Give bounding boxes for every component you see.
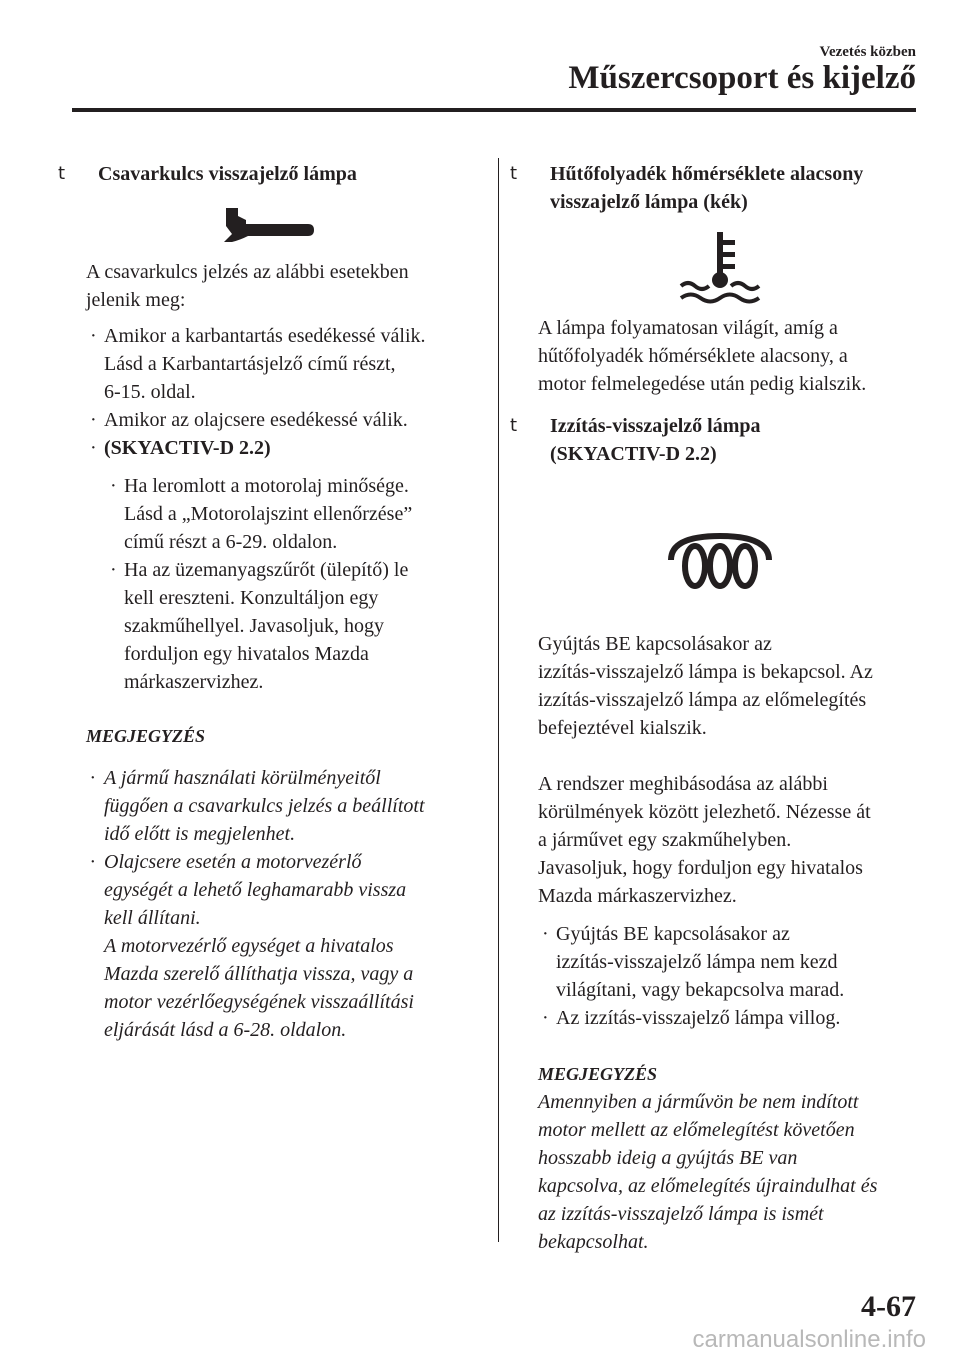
note-heading: MEGJEGYZÉS [86, 726, 206, 746]
watermark: carmanualsonline.info [692, 1326, 926, 1353]
coolant-section-heading: t Hűtőfolyadék hőmérséklete alacsony visszajelző lámpa (kék) [510, 160, 930, 216]
section-marker: t [58, 163, 66, 184]
page-title: Műszercsoport és kijelző [568, 60, 916, 96]
column-divider [498, 158, 499, 1242]
page-number: 4-67 [861, 1290, 916, 1323]
coolant-text: A lámpa folyamatosan világít, amíg a hűtőfolyadék hőmérséklete alacsony, a motor felmelegedése után pedig kialszik. [538, 317, 867, 395]
glow-text-2: A rendszer meghibásodása az alábbi körülmények között jelezhető. Nézesse át a járművet egy szakműhelyben. Javasoljuk, hogy forduljon egy hivatalos Mazda márkaszervizhez. [538, 773, 871, 907]
list-item: · (SKYACTIV-D 2.2) [90, 437, 271, 459]
list-item: · Az izzítás-visszajelző lámpa villog. [542, 1007, 841, 1029]
wrench-section-heading [58, 160, 478, 188]
list-item: · A jármű használati körülményeitől függően a csavarkulcs jelzés a beállított idő előtt is megjelenhet. [90, 767, 425, 845]
wrench-subbullet-list [58, 472, 478, 696]
note-bullet-list [58, 764, 478, 1044]
list-item: · Amikor az olajcsere esedékessé válik. [90, 409, 408, 431]
wrench-intro: A csavarkulcs jelzés az alábbi esetekben jelenik meg: [86, 261, 409, 311]
list-item: · Gyújtás BE kapcsolásakor az izzítás-visszajelző lámpa nem kezd világítani, vagy bekapcsolva marad. [542, 923, 845, 1001]
list-item: · Ha az üzemanyagszűrőt (ülepítő) le kell ereszteni. Konzultáljon egy szakműhellyel. Javasoljuk, hogy forduljon egy hivatalos Mazda márkaszervizhez. [110, 559, 409, 693]
glow-section-heading: t Izzítás-visszajelző lámpa (SKYACTIV-D 2.2) [510, 412, 930, 468]
wrench-heading-text: Csavarkulcs visszajelző lámpa [98, 163, 357, 185]
wrench-bullet-list [58, 322, 478, 462]
note-text: Amennyiben a járművön be nem indított motor mellett az előmelegítést követően hosszabb ideig a gyújtás BE van kapcsolva, az előmelegítés újraindulhat és az izzítás-visszajelző lámpa is ismét bekapcsolhat. [538, 1091, 878, 1253]
coolant-temperature-icon [675, 230, 765, 304]
list-item: · Ha leromlott a motorolaj minősége. Lásd a „Motorolajszint ellenőrzése” című részt a 6-29. oldalon. [110, 475, 413, 553]
header-chapter: Vezetés közben [819, 44, 916, 60]
header-rule [72, 108, 916, 112]
note-heading: MEGJEGYZÉS [538, 1064, 658, 1084]
section-marker: t [510, 163, 518, 184]
glow-plug-icon [665, 530, 775, 590]
list-item: · Olajcsere esetén a motorvezérlő egységét a lehető leghamarabb vissza kell állítani. A motorvezérlő egységet a hivatalos Mazda szerelő állíthatja vissza, vagy a motor vezérlőegységének visszaállítási eljárását lásd a 6-28. oldalon. [90, 851, 414, 1041]
left-column [58, 160, 478, 1044]
wrench-icon [218, 204, 318, 244]
glow-text-1: Gyújtás BE kapcsolásakor az izzítás-visszajelző lámpa is bekapcsol. Az izzítás-visszajelző lámpa az előmelegítés befejeztével kialszik. [538, 633, 873, 739]
section-marker: t [510, 415, 518, 436]
glow-bullet-list [510, 920, 930, 1032]
list-item: · Amikor a karbantartás esedékessé válik. Lásd a Karbantartásjelző című részt, 6-15. oldal. [90, 325, 426, 403]
right-column [510, 160, 930, 1256]
